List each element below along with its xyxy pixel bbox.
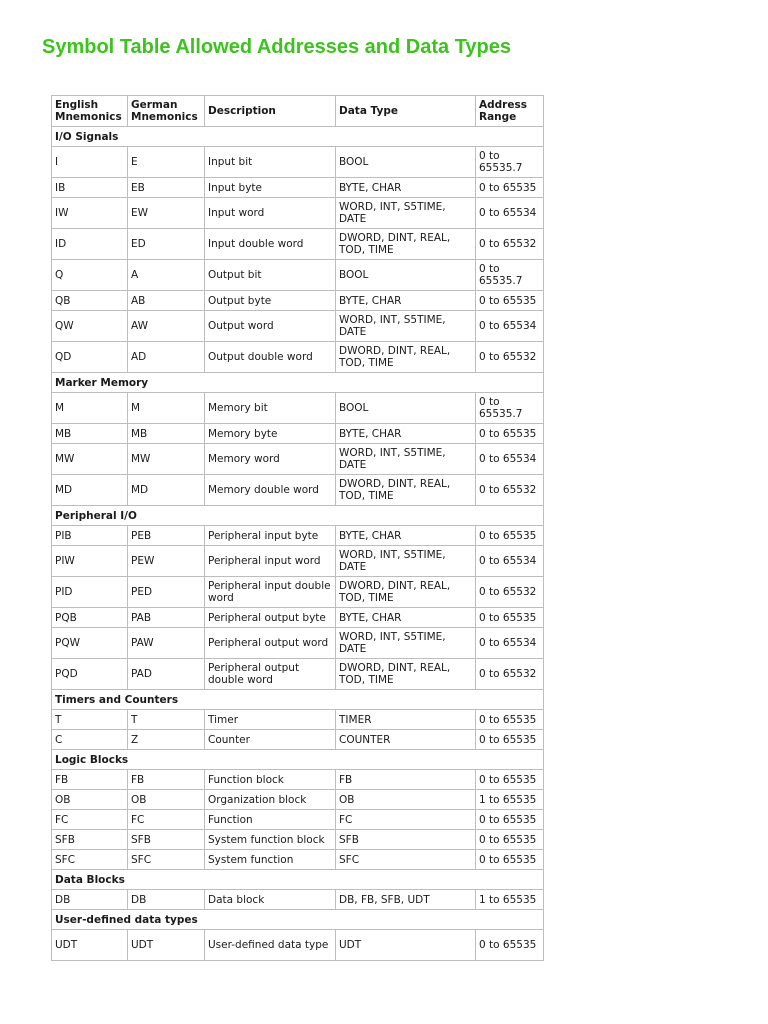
english-mnemonic-cell: PQD <box>52 659 128 690</box>
description-cell: System function <box>205 850 336 870</box>
group-heading: Timers and Counters <box>52 690 544 710</box>
table-row <box>52 790 544 810</box>
address-range-cell: 0 to 65532 <box>476 342 544 373</box>
address-range-cell: 0 to 65535.7 <box>476 260 544 291</box>
table-row <box>52 444 544 475</box>
group-row <box>52 910 544 930</box>
english-mnemonic-cell: FB <box>52 770 128 790</box>
german-mnemonic-cell: FC <box>128 810 205 830</box>
table-row <box>52 710 544 730</box>
german-mnemonic-cell: OB <box>128 790 205 810</box>
address-range-cell: 0 to 65534 <box>476 311 544 342</box>
german-mnemonic-cell: T <box>128 710 205 730</box>
table-row <box>52 930 544 961</box>
table-row <box>52 526 544 546</box>
group-heading: Marker Memory <box>52 373 544 393</box>
german-mnemonic-cell: PED <box>128 577 205 608</box>
description-cell: System function block <box>205 830 336 850</box>
header-address-range: Address Range <box>476 96 544 127</box>
table-row <box>52 730 544 750</box>
description-cell: Memory byte <box>205 424 336 444</box>
data-type-cell: WORD, INT, S5TIME, DATE <box>336 444 476 475</box>
english-mnemonic-cell: T <box>52 710 128 730</box>
table-row <box>52 178 544 198</box>
description-cell: Memory double word <box>205 475 336 506</box>
german-mnemonic-cell: MW <box>128 444 205 475</box>
description-cell: Peripheral input byte <box>205 526 336 546</box>
english-mnemonic-cell: PIB <box>52 526 128 546</box>
english-mnemonic-cell: OB <box>52 790 128 810</box>
address-range-cell: 0 to 65532 <box>476 229 544 260</box>
english-mnemonic-cell: SFB <box>52 830 128 850</box>
english-mnemonic-cell: ID <box>52 229 128 260</box>
description-cell: Memory word <box>205 444 336 475</box>
header-english-mnemonics: English Mnemonics <box>52 96 128 127</box>
address-range-cell: 0 to 65535 <box>476 424 544 444</box>
english-mnemonic-cell: DB <box>52 890 128 910</box>
german-mnemonic-cell: SFC <box>128 850 205 870</box>
address-range-cell: 0 to 65535 <box>476 850 544 870</box>
table-row <box>52 260 544 291</box>
address-range-cell: 0 to 65532 <box>476 577 544 608</box>
address-range-cell: 0 to 65535 <box>476 526 544 546</box>
english-mnemonic-cell: Q <box>52 260 128 291</box>
german-mnemonic-cell: MD <box>128 475 205 506</box>
description-cell: Peripheral input word <box>205 546 336 577</box>
german-mnemonic-cell: PAD <box>128 659 205 690</box>
header-data-type: Data Type <box>336 96 476 127</box>
table-row <box>52 830 544 850</box>
group-row <box>52 127 544 147</box>
german-mnemonic-cell: M <box>128 393 205 424</box>
english-mnemonic-cell: SFC <box>52 850 128 870</box>
address-range-cell: 0 to 65534 <box>476 198 544 229</box>
symbol-table <box>51 95 544 961</box>
address-range-cell: 0 to 65534 <box>476 444 544 475</box>
description-cell: User-defined data type <box>205 930 336 961</box>
german-mnemonic-cell: ED <box>128 229 205 260</box>
data-type-cell: BOOL <box>336 260 476 291</box>
description-cell: Peripheral input double word <box>205 577 336 608</box>
data-type-cell: DB, FB, SFB, UDT <box>336 890 476 910</box>
group-heading: User-defined data types <box>52 910 544 930</box>
address-range-cell: 0 to 65535 <box>476 810 544 830</box>
group-row <box>52 690 544 710</box>
description-cell: Input double word <box>205 229 336 260</box>
group-row <box>52 506 544 526</box>
description-cell: Peripheral output double word <box>205 659 336 690</box>
table-body <box>52 127 544 961</box>
address-range-cell: 0 to 65534 <box>476 628 544 659</box>
description-cell: Memory bit <box>205 393 336 424</box>
description-cell: Peripheral output word <box>205 628 336 659</box>
english-mnemonic-cell: QB <box>52 291 128 311</box>
address-range-cell: 0 to 65535 <box>476 291 544 311</box>
english-mnemonic-cell: MD <box>52 475 128 506</box>
data-type-cell: UDT <box>336 930 476 961</box>
german-mnemonic-cell: EW <box>128 198 205 229</box>
group-row <box>52 373 544 393</box>
english-mnemonic-cell: IW <box>52 198 128 229</box>
german-mnemonic-cell: PEB <box>128 526 205 546</box>
description-cell: Timer <box>205 710 336 730</box>
table-row <box>52 291 544 311</box>
english-mnemonic-cell: IB <box>52 178 128 198</box>
english-mnemonic-cell: C <box>52 730 128 750</box>
table-row <box>52 577 544 608</box>
data-type-cell: WORD, INT, S5TIME, DATE <box>336 628 476 659</box>
german-mnemonic-cell: AB <box>128 291 205 311</box>
german-mnemonic-cell: DB <box>128 890 205 910</box>
german-mnemonic-cell: AD <box>128 342 205 373</box>
table-row <box>52 229 544 260</box>
data-type-cell: FC <box>336 810 476 830</box>
description-cell: Input byte <box>205 178 336 198</box>
address-range-cell: 0 to 65535.7 <box>476 393 544 424</box>
address-range-cell: 0 to 65534 <box>476 546 544 577</box>
data-type-cell: COUNTER <box>336 730 476 750</box>
german-mnemonic-cell: FB <box>128 770 205 790</box>
group-heading: Logic Blocks <box>52 750 544 770</box>
german-mnemonic-cell: AW <box>128 311 205 342</box>
data-type-cell: WORD, INT, S5TIME, DATE <box>336 546 476 577</box>
description-cell: Function <box>205 810 336 830</box>
address-range-cell: 0 to 65535 <box>476 608 544 628</box>
data-type-cell: DWORD, DINT, REAL, TOD, TIME <box>336 577 476 608</box>
data-type-cell: FB <box>336 770 476 790</box>
description-cell: Peripheral output byte <box>205 608 336 628</box>
german-mnemonic-cell: A <box>128 260 205 291</box>
page-title: Symbol Table Allowed Addresses and Data Types <box>42 36 512 58</box>
address-range-cell: 0 to 65535.7 <box>476 147 544 178</box>
table-header <box>52 96 544 127</box>
description-cell: Output byte <box>205 291 336 311</box>
english-mnemonic-cell: M <box>52 393 128 424</box>
data-type-cell: BYTE, CHAR <box>336 291 476 311</box>
data-type-cell: BYTE, CHAR <box>336 424 476 444</box>
data-type-cell: DWORD, DINT, REAL, TOD, TIME <box>336 229 476 260</box>
description-cell: Data block <box>205 890 336 910</box>
data-type-cell: OB <box>336 790 476 810</box>
english-mnemonic-cell: FC <box>52 810 128 830</box>
address-range-cell: 0 to 65535 <box>476 830 544 850</box>
table-row <box>52 608 544 628</box>
table-row <box>52 424 544 444</box>
group-heading: Data Blocks <box>52 870 544 890</box>
data-type-cell: WORD, INT, S5TIME, DATE <box>336 198 476 229</box>
english-mnemonic-cell: PID <box>52 577 128 608</box>
table-row <box>52 393 544 424</box>
german-mnemonic-cell: Z <box>128 730 205 750</box>
group-row <box>52 750 544 770</box>
data-type-cell: BYTE, CHAR <box>336 608 476 628</box>
data-type-cell: DWORD, DINT, REAL, TOD, TIME <box>336 659 476 690</box>
address-range-cell: 0 to 65535 <box>476 730 544 750</box>
data-type-cell: SFB <box>336 830 476 850</box>
group-heading: Peripheral I/O <box>52 506 544 526</box>
address-range-cell: 0 to 65535 <box>476 930 544 961</box>
english-mnemonic-cell: PQB <box>52 608 128 628</box>
data-type-cell: TIMER <box>336 710 476 730</box>
description-cell: Output double word <box>205 342 336 373</box>
address-range-cell: 0 to 65535 <box>476 178 544 198</box>
address-range-cell: 1 to 65535 <box>476 890 544 910</box>
table-row <box>52 890 544 910</box>
table-row <box>52 659 544 690</box>
german-mnemonic-cell: PEW <box>128 546 205 577</box>
table-row <box>52 546 544 577</box>
table-row <box>52 810 544 830</box>
description-cell: Output bit <box>205 260 336 291</box>
german-mnemonic-cell: UDT <box>128 930 205 961</box>
table-row <box>52 770 544 790</box>
german-mnemonic-cell: EB <box>128 178 205 198</box>
english-mnemonic-cell: I <box>52 147 128 178</box>
description-cell: Input word <box>205 198 336 229</box>
english-mnemonic-cell: QD <box>52 342 128 373</box>
english-mnemonic-cell: PIW <box>52 546 128 577</box>
data-type-cell: BOOL <box>336 147 476 178</box>
german-mnemonic-cell: PAW <box>128 628 205 659</box>
description-cell: Counter <box>205 730 336 750</box>
header-german-mnemonics: German Mnemonics <box>128 96 205 127</box>
address-range-cell: 0 to 65535 <box>476 710 544 730</box>
data-type-cell: BOOL <box>336 393 476 424</box>
table-row <box>52 475 544 506</box>
description-cell: Input bit <box>205 147 336 178</box>
description-cell: Function block <box>205 770 336 790</box>
description-cell: Output word <box>205 311 336 342</box>
english-mnemonic-cell: PQW <box>52 628 128 659</box>
english-mnemonic-cell: UDT <box>52 930 128 961</box>
description-cell: Organization block <box>205 790 336 810</box>
table-row <box>52 311 544 342</box>
table-row <box>52 850 544 870</box>
table-row <box>52 147 544 178</box>
english-mnemonic-cell: QW <box>52 311 128 342</box>
address-range-cell: 1 to 65535 <box>476 790 544 810</box>
data-type-cell: BYTE, CHAR <box>336 526 476 546</box>
group-row <box>52 870 544 890</box>
data-type-cell: WORD, INT, S5TIME, DATE <box>336 311 476 342</box>
english-mnemonic-cell: MW <box>52 444 128 475</box>
address-range-cell: 0 to 65535 <box>476 770 544 790</box>
address-range-cell: 0 to 65532 <box>476 475 544 506</box>
data-type-cell: DWORD, DINT, REAL, TOD, TIME <box>336 342 476 373</box>
german-mnemonic-cell: PAB <box>128 608 205 628</box>
group-heading: I/O Signals <box>52 127 544 147</box>
data-type-cell: BYTE, CHAR <box>336 178 476 198</box>
german-mnemonic-cell: SFB <box>128 830 205 850</box>
german-mnemonic-cell: MB <box>128 424 205 444</box>
table-row <box>52 628 544 659</box>
table-row <box>52 198 544 229</box>
table-row <box>52 342 544 373</box>
english-mnemonic-cell: MB <box>52 424 128 444</box>
header-description: Description <box>205 96 336 127</box>
address-range-cell: 0 to 65532 <box>476 659 544 690</box>
german-mnemonic-cell: E <box>128 147 205 178</box>
data-type-cell: SFC <box>336 850 476 870</box>
data-type-cell: DWORD, DINT, REAL, TOD, TIME <box>336 475 476 506</box>
